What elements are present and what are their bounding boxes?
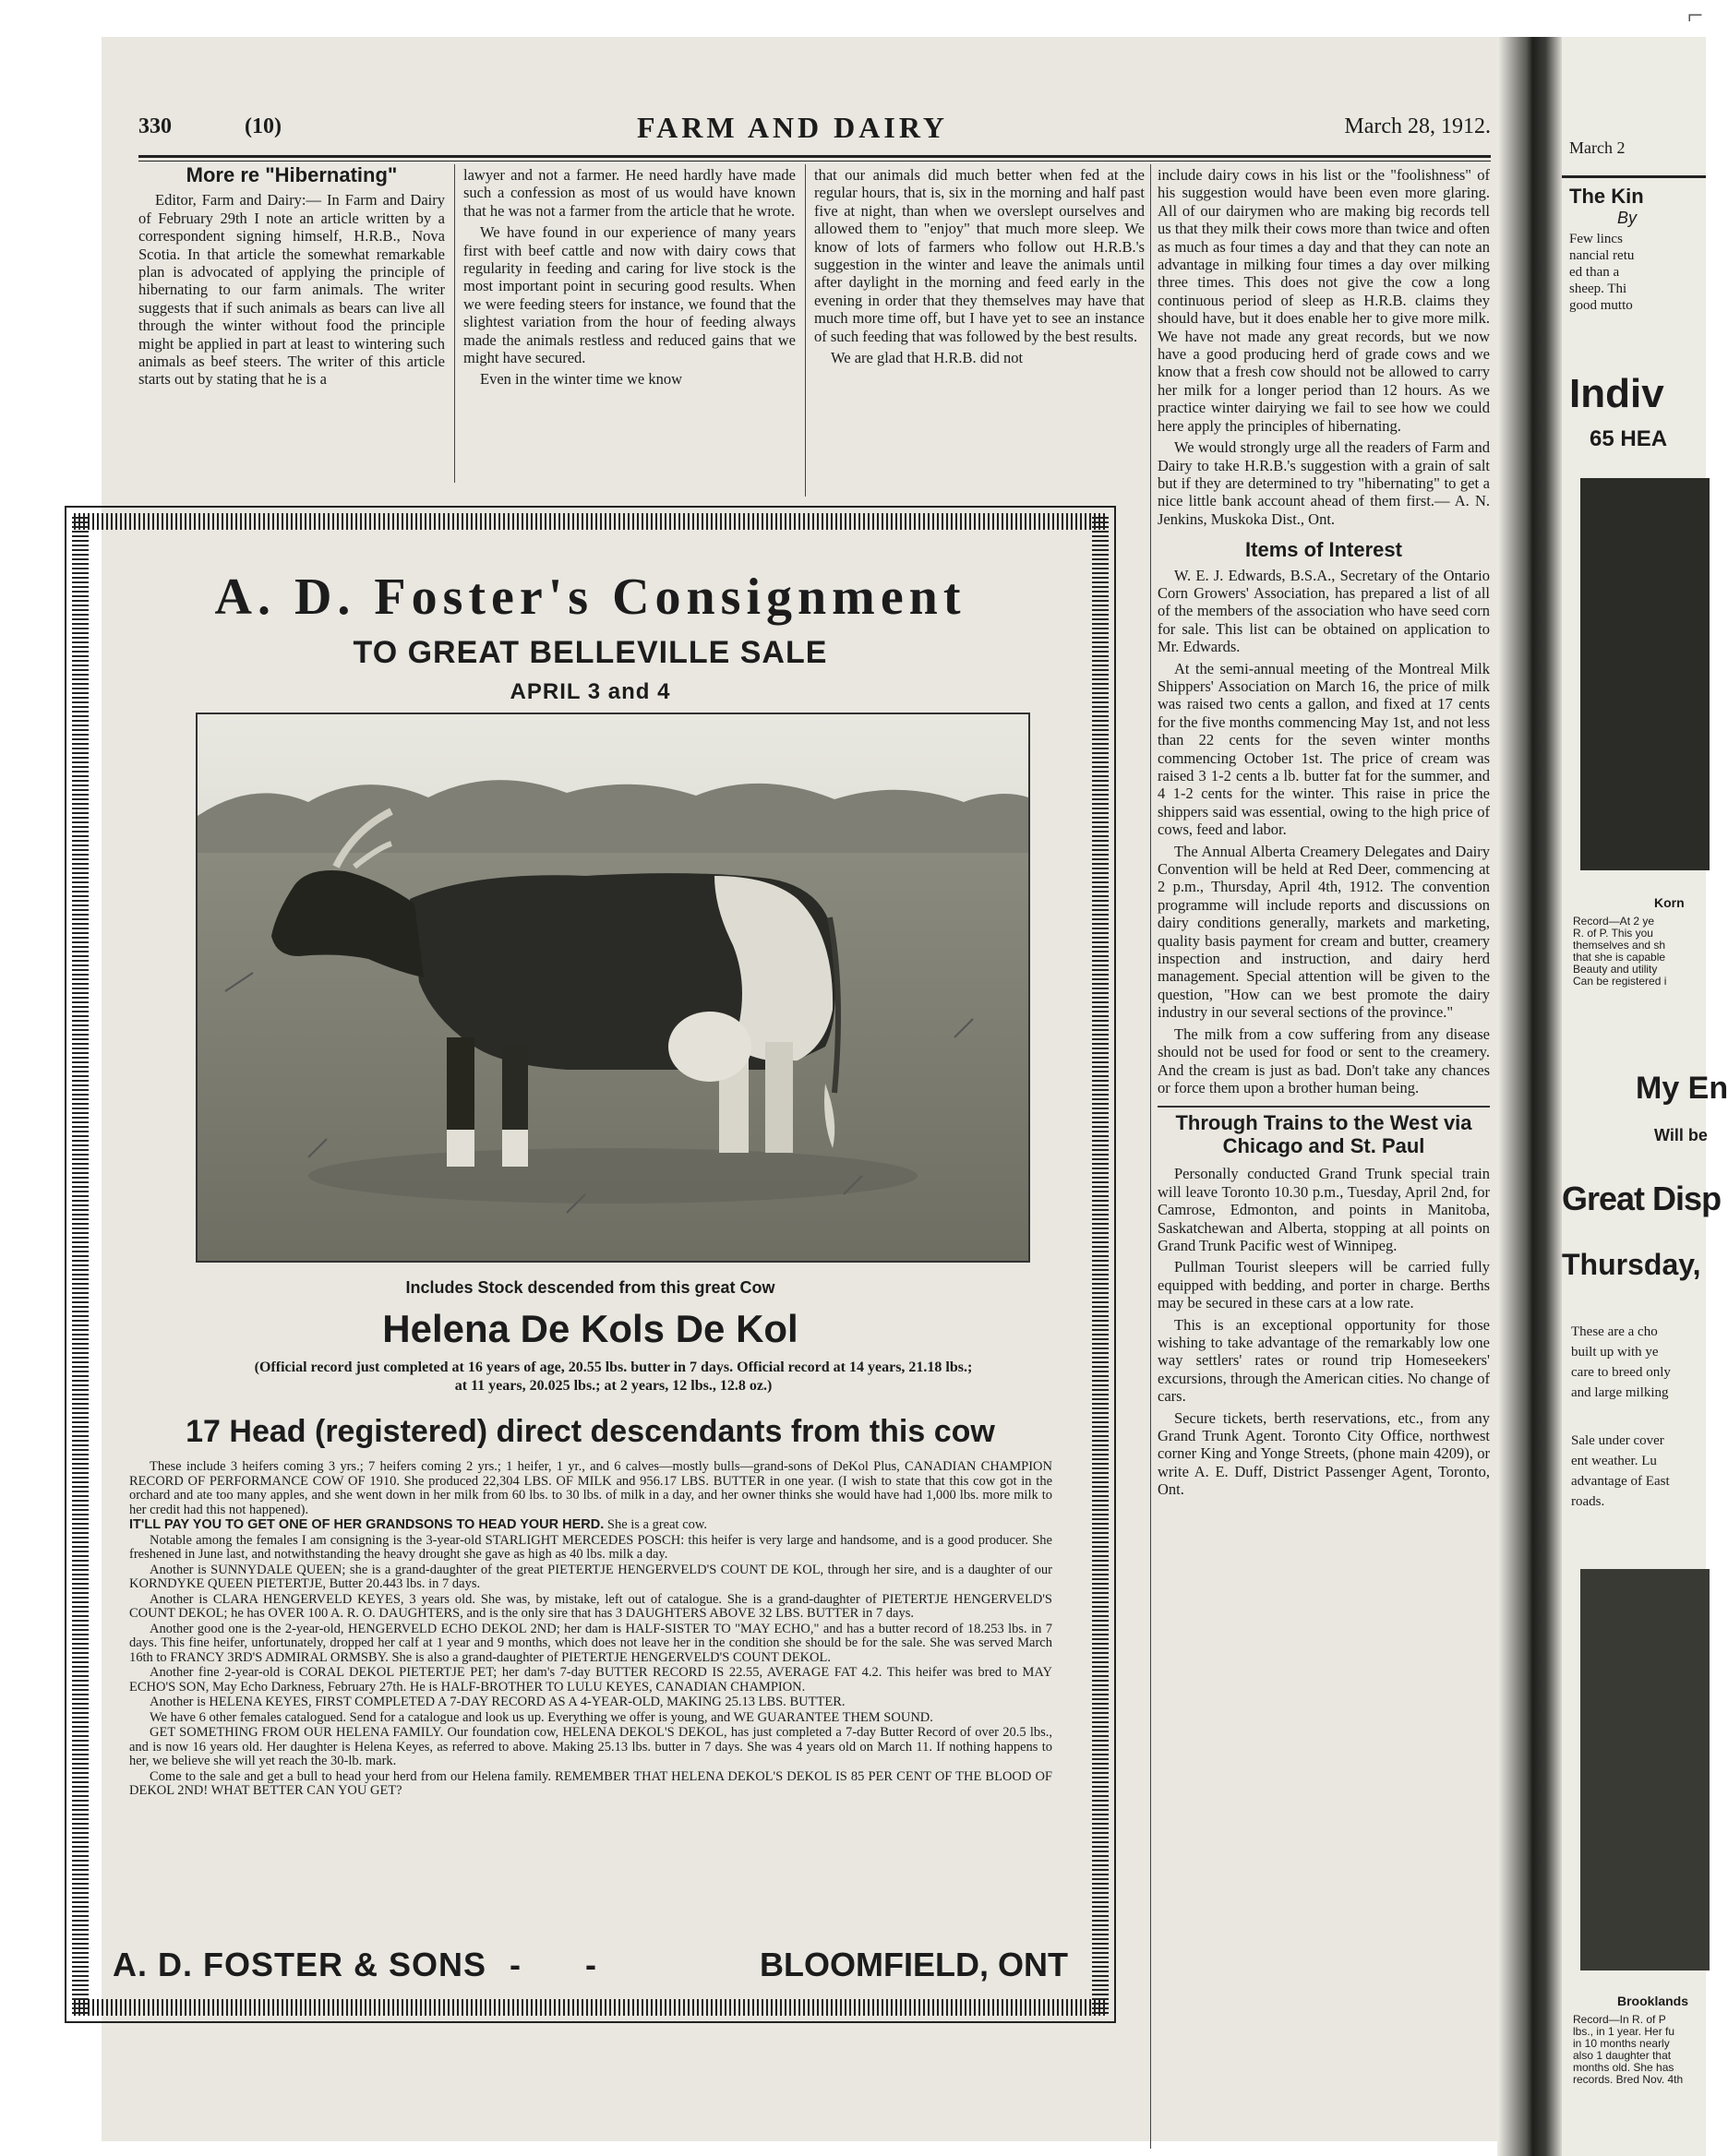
items-text-1: W. E. J. Edwards, B.S.A., Secretary of the Ontario Corn Growers' Association, has prepared a list of all of the members of the association who have seed corn for sale. This list can be obtained on application to Mr. Edwards. (1158, 566, 1490, 656)
ad-paragraph: Another is CLARA HENGERVELD KEYES, 3 years old. She was, by mistake, left out of catalogue. She is a grand-daughter of PIETERTJE HENGERVELD'S COUNT DEKOL; he has OVER 100 A. R. O. DAUGHTERS, and is the only sire that has 3 DAUGHTERS ABOVE 32 LBS. BUTTER in 7 days. (129, 1591, 1052, 1621)
ad-dates: APRIL 3 and 4 (510, 679, 671, 704)
ad-paragraph: These include 3 heifers coming 3 yrs.; 7 heifers coming 2 yrs.; 1 heifer, 1 yr., and 6 calves—mostly bulls—grand-sons of DeKol Plus, CANADIAN CHAMPION RECORD OF PERFORMANCE COW OF 1910. She produced 22,304 LBS. OF MILK and 956.17 LBS. BUTTER in one year. (I wish to state that this cow got in the orchard and ate too many apples, and she went down in her milk from 60 lbs. to 30 lbs. of milk in a day, and her owner thinks she would have had 1,000 lbs. more milk to her credit had this not happened). (129, 1459, 1052, 1517)
next-page-record-2: Record—In R. of P lbs., in 1 year. Her fu in 10 months nearly also 1 daughter that months old. She has records. Bred Nov. 4th (1573, 2013, 1684, 2086)
next-page-rule (1562, 175, 1706, 178)
advertiser-name: A. D. FOSTER & SONS (113, 1946, 487, 1983)
trains-text-4: Secure tickets, berth reservations, etc., from any Grand Trunk Agent. Toronto City Office, northwest corner King and Yonge Streets, (phone main 4209), or write A. E. Duff, District Passenger Agent, Toronto, Ont. (1158, 1408, 1490, 1499)
photo-caption: Includes Stock descended from this great Cow (405, 1278, 775, 1297)
header-rule-thin (138, 161, 1491, 162)
hibernating-text-3a: that our animals did much better when fed at the regular hours, that is, six in the morning and half past five at night, than when we overslept ourselves and allowed them to "enjoy" that much more sleep. We know of lots of farmers who follow out H.R.B.'s suggestion in the winter and leave the animals until after daylight in the morning and feed early in the evening in order that they themselves may have that much more time off, but I have yet to see an instance of such feeding that was followed by the best results. (814, 166, 1145, 345)
next-page-caption-2: Brooklands (1617, 1994, 1689, 2008)
page-gutter (1497, 37, 1562, 2156)
next-page-byline: By (1617, 209, 1638, 227)
next-page-date: March 2 (1569, 138, 1626, 157)
official-record: (Official record just completed at 16 years of age, 20.55 lbs. butter in 7 days. Official record at 14 years, 21.18 lbs.; at 11 years, 20.025 lbs.; at 2 years, 12 lbs., 12.8 oz.) (254, 1359, 973, 1394)
page-header (138, 109, 1491, 151)
next-page-heading-5: Thursday, (1562, 1248, 1701, 1281)
column-divider (1150, 164, 1151, 2149)
next-page-text-2: These are a cho built up with ye care to breed only and large milking (1571, 1324, 1671, 1400)
ad-paragraph: We have 6 other females catalogued. Send for a catalogue and look us up. Everything we offer is young, and WE GUARANTEE THEM SOUND. (150, 1709, 933, 1725)
ad-border-bottom (74, 1999, 1107, 2016)
items-text-2: At the semi-annual meeting of the Montreal Milk Shippers' Association on March 16, the price of milk was raised two cents a gallon, and fixed at 17 cents for the five months commencing May 1st, and not less than 22 cents for the seven winter months commencing October 1st. The price of cream was raised 3 1-2 cents a lb. butter fat for the summer, and 4 1-2 cents for the winter. This raise in price the shippers said was essential, owing to the high price of cows, feed and labor. (1158, 659, 1490, 839)
ad-paragraph: She is a great cow. (606, 1517, 708, 1532)
hibernating-text-1: Editor, Farm and Dairy:— In Farm and Dairy of February 29th I note an article written by a correspondent signing himself, H.R.B., Nova Scotia. In that article the somewhat remarkable plan is advocated of applying the principle of hibernating to our farm animals. The writer suggests that if such animals as bears can live all through the winter without food the principle might be applied in part at least to wintering such animals as beef steers. The writer of this article starts out by stating that he is a (138, 191, 445, 389)
ad-paragraph: Come to the sale and get a bull to head your herd from our Helena family. REMEMBER THAT HELENA DEKOL'S DEKOL IS 85 PER CENT OF THE BLOOD OF DEKOL 2ND! WHAT BETTER CAN YOU GET? (129, 1768, 1052, 1798)
items-text-4: The milk from a cow suffering from any disease should not be used for food or sent to the creamery. And the cream is just as bad. Don't take any chances or force them upon a brother human being. (1158, 1024, 1490, 1096)
next-page-heading-3: Will be (1654, 1126, 1708, 1144)
footer-dashes: - - (510, 1946, 624, 1983)
next-page-fragment (1562, 37, 1728, 2156)
next-page-caption-1: Korn (1654, 895, 1685, 910)
ad-border-right (1092, 515, 1109, 2014)
ad-paragraph: Another good one is the 2-year-old, HENGERVELD ECHO DEKOL 2ND; her dam is HALF-SISTER TO "MAY ECHO," and has a butter record of 18.253 lbs. in 7 days. This fine heifer, unfortunately, dropped her calf at 1 year and 9 months, which does not leave her in the condition she should be for the sale. She was served March 16th to FRANCY 3RD'S ADMIRAL ORMSBY. She is also a grand-daughter of PIETERTJE HENGERVELD'S COUNT DEKOL. (129, 1621, 1052, 1665)
corner-mark: ⌐ (1687, 0, 1703, 30)
cow-name: Helena De Kols De Kol (382, 1307, 798, 1350)
hibernating-column-2 (463, 166, 796, 480)
cow-illustration (198, 714, 1028, 1261)
trains-text-1: Personally conducted Grand Trunk special train will leave Toronto 10.30 p.m., Tuesday, April 2nd, for Camrose, Edmonton, and points in Manitoba, Saskatchewan and Alberta, stopping at all points on Grand Trunk Pacific west of Winnipeg. (1158, 1165, 1490, 1254)
header-rule (138, 155, 1491, 158)
ad-paragraph: Another is HELENA KEYES, FIRST COMPLETED A 7-DAY RECORD AS A 4-YEAR-OLD, MAKING 25.13 LBS. BUTTER. (150, 1695, 846, 1709)
items-text-3: The Annual Alberta Creamery Delegates and Dairy Convention will be held at Red Deer, commencing at 2 p.m., Thursday, April 4th, 1912. The convention programme will include reports and discussions on dairy conditions generally, markets and marketing, quality basis payment for cream and butter, creamery inspection and instruction, and dairy herd management. Special attention will be given to the question, "How can we best promote the dairy industry in our several sections of the province." (1158, 842, 1490, 1022)
ad-border-top (74, 513, 1107, 530)
ad-paragraph: Another is SUNNYDALE QUEEN; she is a grand-daughter of the great PIETERTJE HENGERVELD'S COUNT DE KOL, through her sire, and is a daughter of our KORNDYKE QUEEN PIETERTJE, Butter 20.443 lbs. in 7 days. (129, 1562, 1052, 1591)
right-column (1158, 166, 1490, 2132)
next-page-text: Few lincs nancial retu ed than a sheep. Thi good mutto (1569, 232, 1635, 313)
hibernating-column-1 (138, 162, 445, 476)
hibernating-text-3b: We are glad that H.R.B. did not (831, 349, 1024, 367)
next-page-photo-1 (1580, 478, 1710, 870)
next-page-subbanner: 65 HEA (1590, 426, 1668, 451)
ad-emphasis: IT'LL PAY YOU TO GET ONE OF HER GRANDSONS TO HEAD YOUR HERD. (129, 1517, 605, 1532)
hibernating-text-4a: include dairy cows in his list or the "foolishness" of his suggestion would have been even more glaring. All of our dairymen who are making big records tell us that they milk their cows more than twice and often as much as four times a day and that they can note an advantage in milking four times a day over milking three times. This does not give the cow a long continuous period of sleep as H.R.B. claims they should have, but it does enable her to give more milk. We have not made any great records, but we now have a good producing herd of grade cows and we know that a fresh cow should not be allowed to carry her milk for a longer period than 12 hours. As we practice winter dairying we fail to see how we could here apply the principles of hibernating. (1158, 166, 1490, 435)
hibernating-text-2b: We have found in our experience of many years first with beef cattle and now with dairy cows that regularity in feeding and caring for live stock is the most important point in securing good results. When we were feeding steers for instance, we found that the slightest variation from the hour of feeding always made the animals restless and reduced gains that we might have secured. (463, 223, 796, 367)
ad-headline: 17 Head (registered) direct descendants from this cow (186, 1414, 995, 1449)
advertiser-location: BLOOMFIELD, ONT (760, 1946, 1068, 1983)
ad-subtitle: TO GREAT BELLEVILLE SALE (353, 635, 828, 670)
ad-body (129, 1460, 1052, 1800)
trains-text-3: This is an exceptional opportunity for those wishing to take advantage of the remarkably low one way settlers' rates or round trip Homeseekers' excursions, through the American cities. No change of cars. (1158, 1315, 1490, 1406)
hibernating-title: More re "Hibernating" (186, 163, 398, 186)
ad-paragraph: Notable among the females I am consigning is the 3-year-old STARLIGHT MERCEDES POSCH: this heifer is very large and handsome, and is a good producer. She freshened in June last, and notwithstanding the heavy drought she gave as high as 40 lbs. milk a day. (129, 1532, 1052, 1562)
section-number: (10) (245, 114, 282, 138)
next-page-banner: Indiv (1569, 371, 1664, 416)
column-divider (454, 164, 455, 483)
ad-paragraph: GET SOMETHING FROM OUR HELENA FAMILY. Our foundation cow, HELENA DEKOL'S DEKOL, has just completed a 7-day Butter Record of over 20.5 lbs., and is now 16 years old. Her daughter is Helena Keyes, as referred to above. Making 25.13 lbs. butter in 7 days. She was 4 years old on March 11. If nothing happens to her, we believe she will yet reach the 30-lb. mark. (129, 1725, 1052, 1768)
hibernating-text-4b: We would strongly urge all the readers of Farm and Dairy to take H.R.B.'s suggestion with a grain of salt but if they are determined to try "hibernating" to get a nice little bank account ahead of them first.— A. N. Jenkins, Muskoka Dist., Ont. (1158, 438, 1490, 528)
foster-advertisement (65, 506, 1116, 2023)
next-page-photo-2 (1580, 1569, 1710, 1970)
trains-text-2: Pullman Tourist sleepers will be carried fully equipped with bedding, and porter in charge. Berths may be secured in these cars at a low rate. (1158, 1258, 1490, 1312)
ad-title: A. D. Foster's Consignment (214, 569, 966, 626)
next-page-heading-4: Great Disp (1562, 1180, 1722, 1217)
section-rule (1158, 1106, 1490, 1108)
page-number: 330 (138, 114, 172, 138)
next-page-text-3: Sale under cover ent weather. Lu advantage of East roads. (1571, 1433, 1670, 1509)
ad-paragraph: Another fine 2-year-old is CORAL DEKOL PIETERTJE PET; her dam's 7-day BUTTER RECORD IS 22.55, AVERAGE FAT 4.2. This heifer was bred to MAY ECHO'S SON, May Echo Darkness, February 27th. He is HALF-BROTHER TO LULU KEYES, CANADIAN CHAMPION. (129, 1665, 1052, 1695)
ad-border-left (72, 515, 89, 2014)
issue-date: March 28, 1912. (1344, 114, 1491, 138)
masthead: FARM AND DAIRY (637, 111, 948, 144)
items-title: Items of Interest (1245, 538, 1402, 562)
trains-title: Through Trains to the West via Chicago and St. Paul (1175, 1111, 1472, 1158)
next-page-heading: The Kin (1569, 185, 1644, 208)
next-page-heading-2: My En (1636, 1071, 1728, 1106)
cow-photo (196, 713, 1030, 1263)
column-divider (805, 164, 806, 497)
hibernating-column-3 (814, 166, 1145, 497)
hibernating-text-2c: Even in the winter time we know (480, 370, 683, 389)
next-page-record-1: Record—At 2 ye R. of P. This you themselves and sh that she is capable Beauty and utility Can be registered i (1573, 915, 1667, 988)
hibernating-text-2a: lawyer and not a farmer. He need hardly have made such a confession as most of us would have known that he was not a farmer from the article that he wrote. (463, 166, 796, 220)
